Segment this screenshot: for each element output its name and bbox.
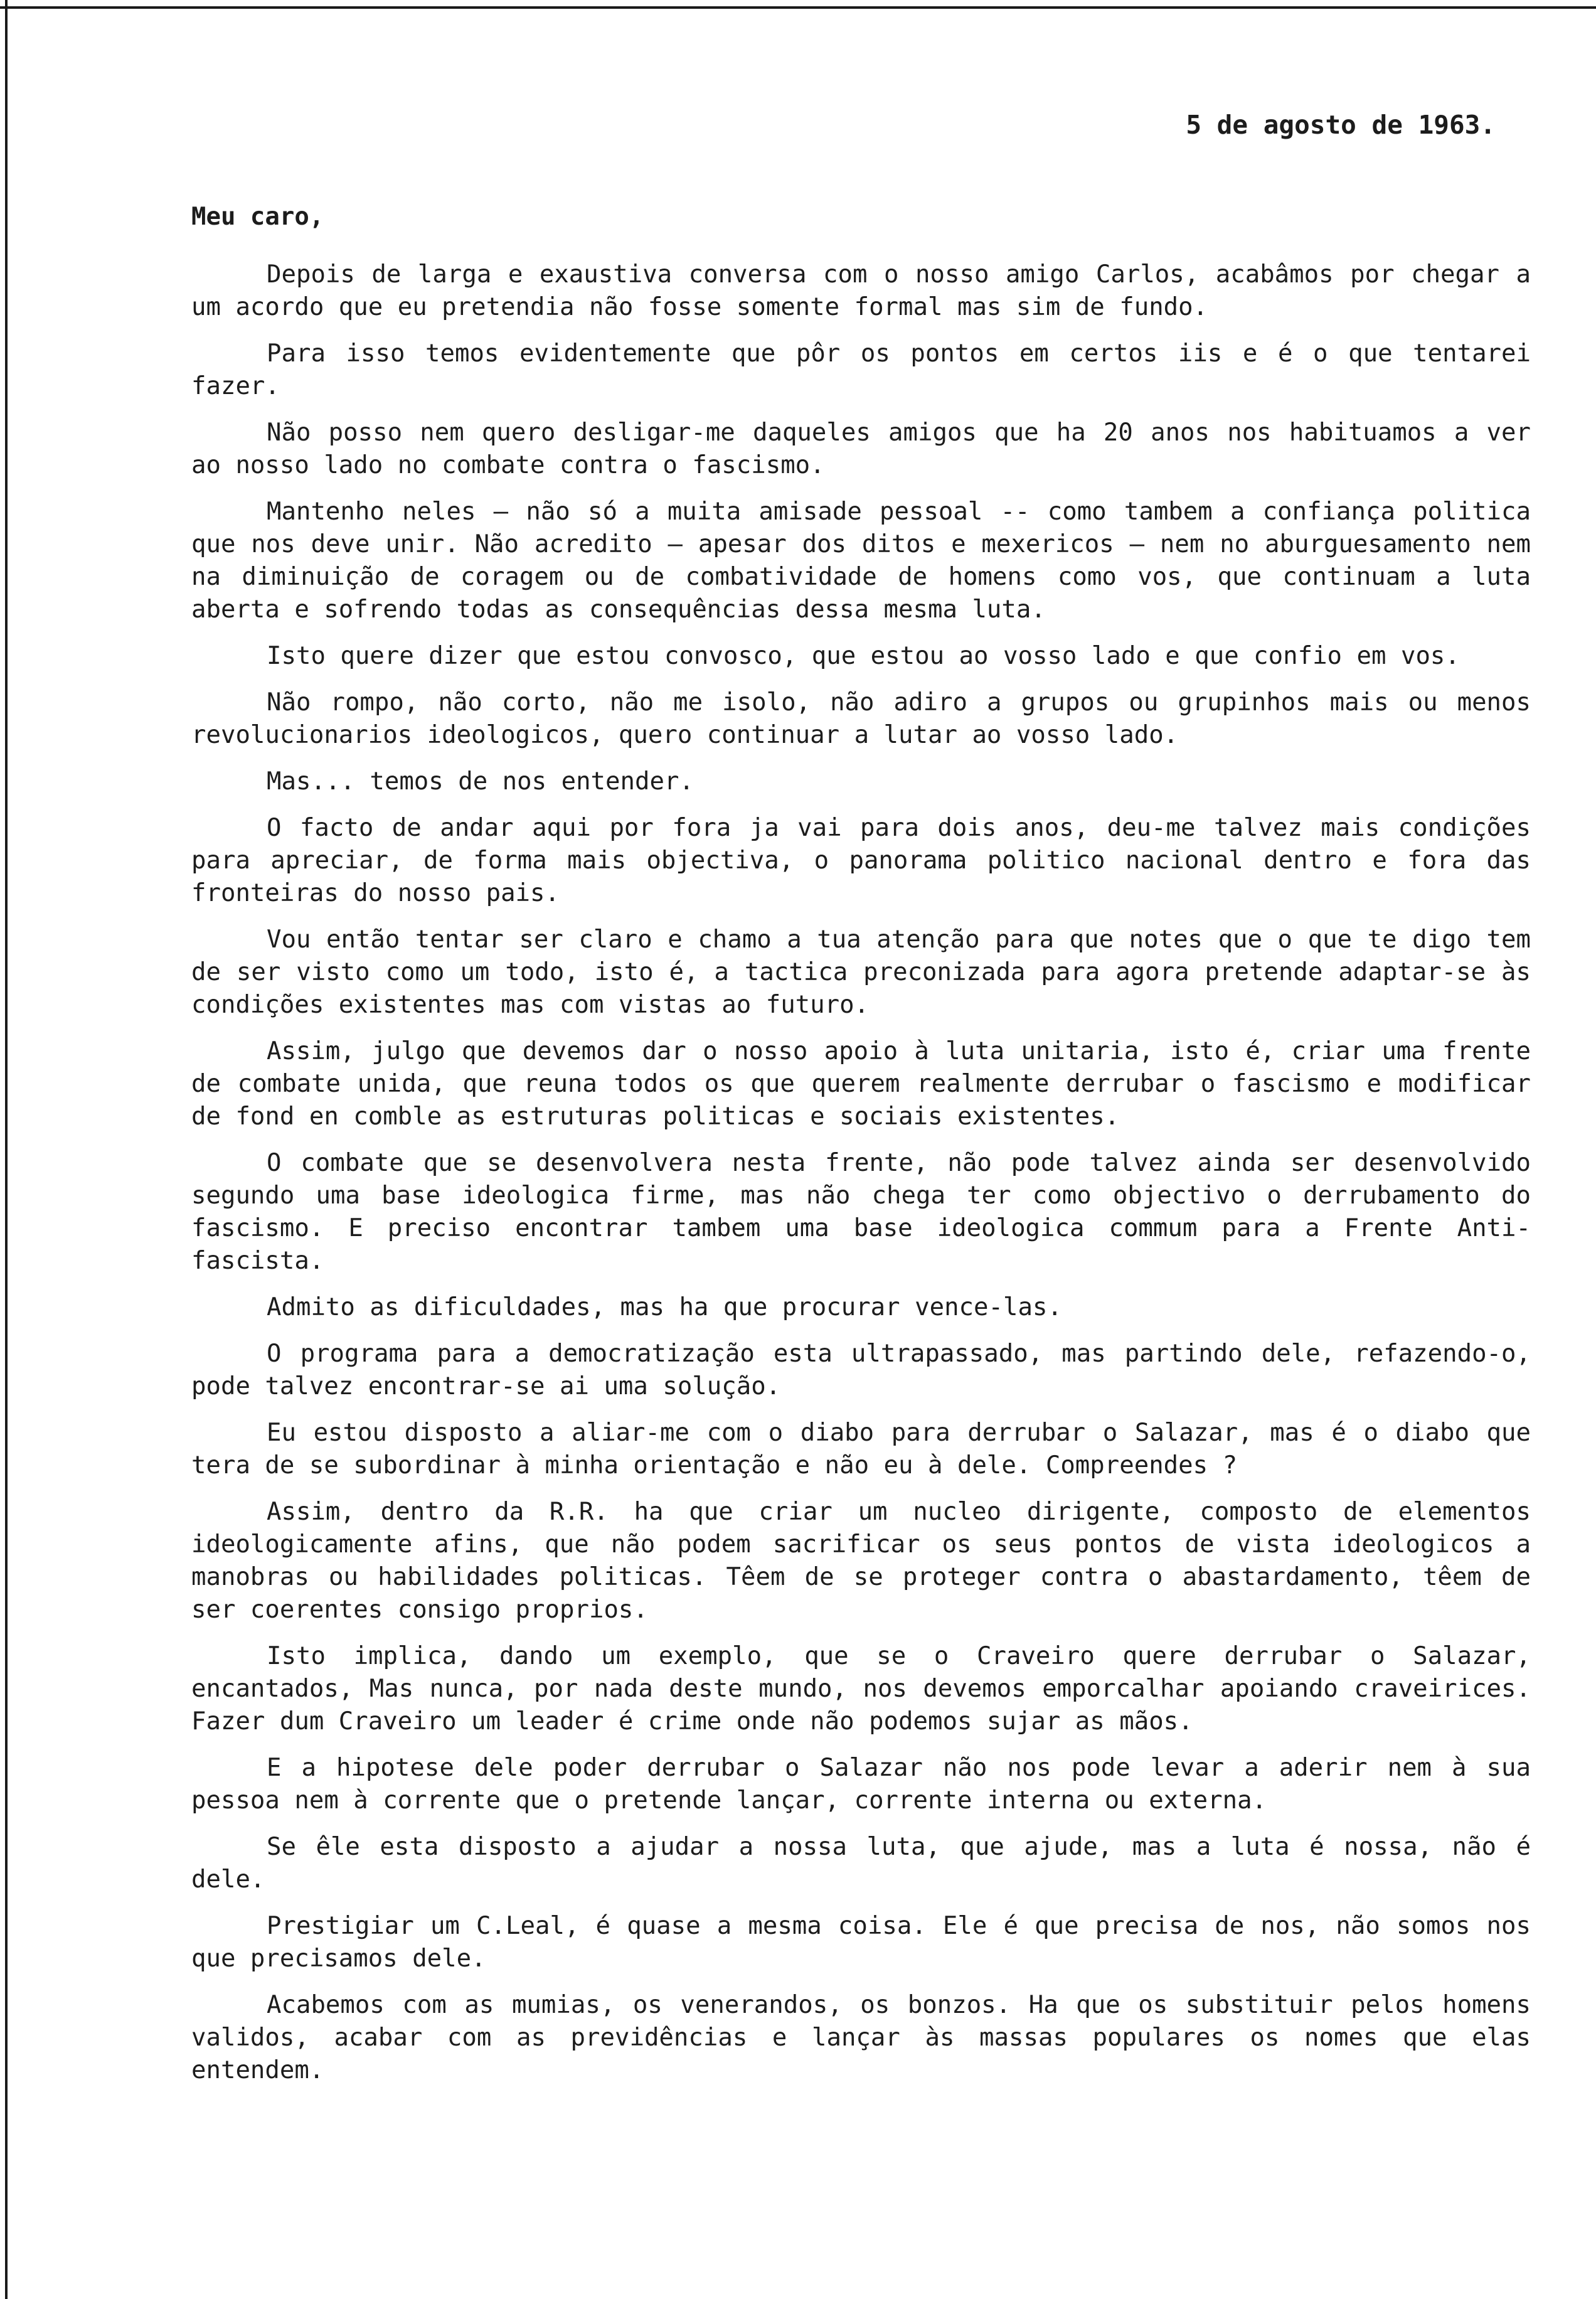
letter-body <box>191 97 1531 2101</box>
paragraph: Depois de larga e exaustiva conversa com o nosso amigo Carlos, acabâmos por chegar a um acordo que eu pretendia não fosse somente formal mas sim de fundo. <box>191 260 1531 321</box>
paragraph: Para isso temos evidentemente que pôr os pontos em certos iis e é o que tentarei fazer. <box>191 339 1531 400</box>
scan-left-edge <box>5 0 8 2299</box>
paragraph: Não posso nem quero desligar-me daqueles amigos que ha 20 anos nos habituamos a ver ao nosso lado no combate contra o fascismo. <box>191 419 1531 479</box>
paragraph: Mas... temos de nos entender. <box>267 767 694 796</box>
paragraph: O combate que se desenvolvera nesta frente, não pode talvez ainda ser desenvolvido segundo uma base ideologica firme, mas não chega ter como objectivo o derrubamento do fascismo. E preciso encontrar tambem uma base ideologica commum para a Frente Anti-fascista. <box>191 1149 1531 1275</box>
paragraph: Se êle esta disposto a ajudar a nossa luta, que ajude, mas a luta é nossa, não é dele. <box>191 1833 1531 1894</box>
paragraph: Prestigiar um C.Leal, é quase a mesma coisa. Ele é que precisa de nos, não somos nos que precisamos dele. <box>191 1912 1531 1973</box>
paragraph: Não rompo, não corto, não me isolo, não adiro a grupos ou grupinhos mais ou menos revolucionarios ideologicos, quero continuar a lutar ao vosso lado. <box>191 688 1531 749</box>
paragraph: Mantenho neles — não só a muita amisade pessoal -- como tambem a confiança politica que nos deve unir. Não acredito — apesar dos ditos e mexericos — nem no aburguesamento nem na diminuição de coragem ou de combatividade de homens como vos, que continuam a luta aberta e sofrendo todas as consequências dessa mesma luta. <box>191 498 1531 624</box>
paragraph: Admito as dificuldades, mas ha que procurar vence-las. <box>267 1293 1062 1321</box>
scan-top-edge <box>0 6 1596 9</box>
paragraph: Eu estou disposto a aliar-me com o diabo para derrubar o Salazar, mas é o diabo que tera de se subordinar à minha orientação e não eu à dele. Compreendes ? <box>191 1419 1531 1480</box>
paragraph: Assim, dentro da R.R. ha que criar um nucleo dirigente, composto de elementos ideologicamente afins, que não podem sacrificar os seus pontos de vista ideologicos a manobras ou habilidades politicas. Têem de se proteger contra o abastardamento, têem de ser coerentes consigo proprios. <box>191 1498 1531 1624</box>
paragraph: Assim, julgo que devemos dar o nosso apoio à luta unitaria, isto é, criar uma frente de combate unida, que reuna todos os que querem realmente derrubar o fascismo e modificar de fond en comble as estruturas politicas e sociais existentes. <box>191 1037 1531 1131</box>
paragraph: O programa para a democratização esta ultrapassado, mas partindo dele, refazendo-o, pode talvez encontrar-se ai uma solução. <box>191 1340 1531 1400</box>
paragraph: O facto de andar aqui por fora ja vai para dois anos, deu-me talvez mais condições para apreciar, de forma mais objectiva, o panorama politico nacional dentro e fora das fronteiras do nosso pais. <box>191 814 1531 907</box>
salutation: Meu caro, <box>191 203 324 231</box>
paragraph: Acabemos com as mumias, os venerandos, os bonzos. Ha que os substituir pelos homens validos, acabar com as previdências e lançar às massas populares os nomes que elas entendem. <box>191 1991 1531 2084</box>
paragraph: Isto implica, dando um exemplo, que se o Craveiro quere derrubar o Salazar, encantados, Mas nunca, por nada deste mundo, nos devemos emporcalhar apoiando craveirices. Fazer dum Craveiro um leader é crime onde não podemos sujar as mãos. <box>191 1642 1531 1736</box>
paragraph: E a hipotese dele poder derrubar o Salazar não nos pode levar a aderir nem à sua pessoa nem à corrente que o pretende lançar, corrente interna ou externa. <box>191 1754 1531 1815</box>
paragraph: Isto quere dizer que estou convosco, que estou ao vosso lado e que confio em vos. <box>267 642 1460 670</box>
paragraph: Vou então tentar ser claro e chamo a tua atenção para que notes que o que te digo tem de ser visto como um todo, isto é, a tactica preconizada para agora pretende adaptar-se às condições existentes mas com vistas ao futuro. <box>191 925 1531 1019</box>
letter-date: 5 de agosto de 1963. <box>1186 110 1496 140</box>
